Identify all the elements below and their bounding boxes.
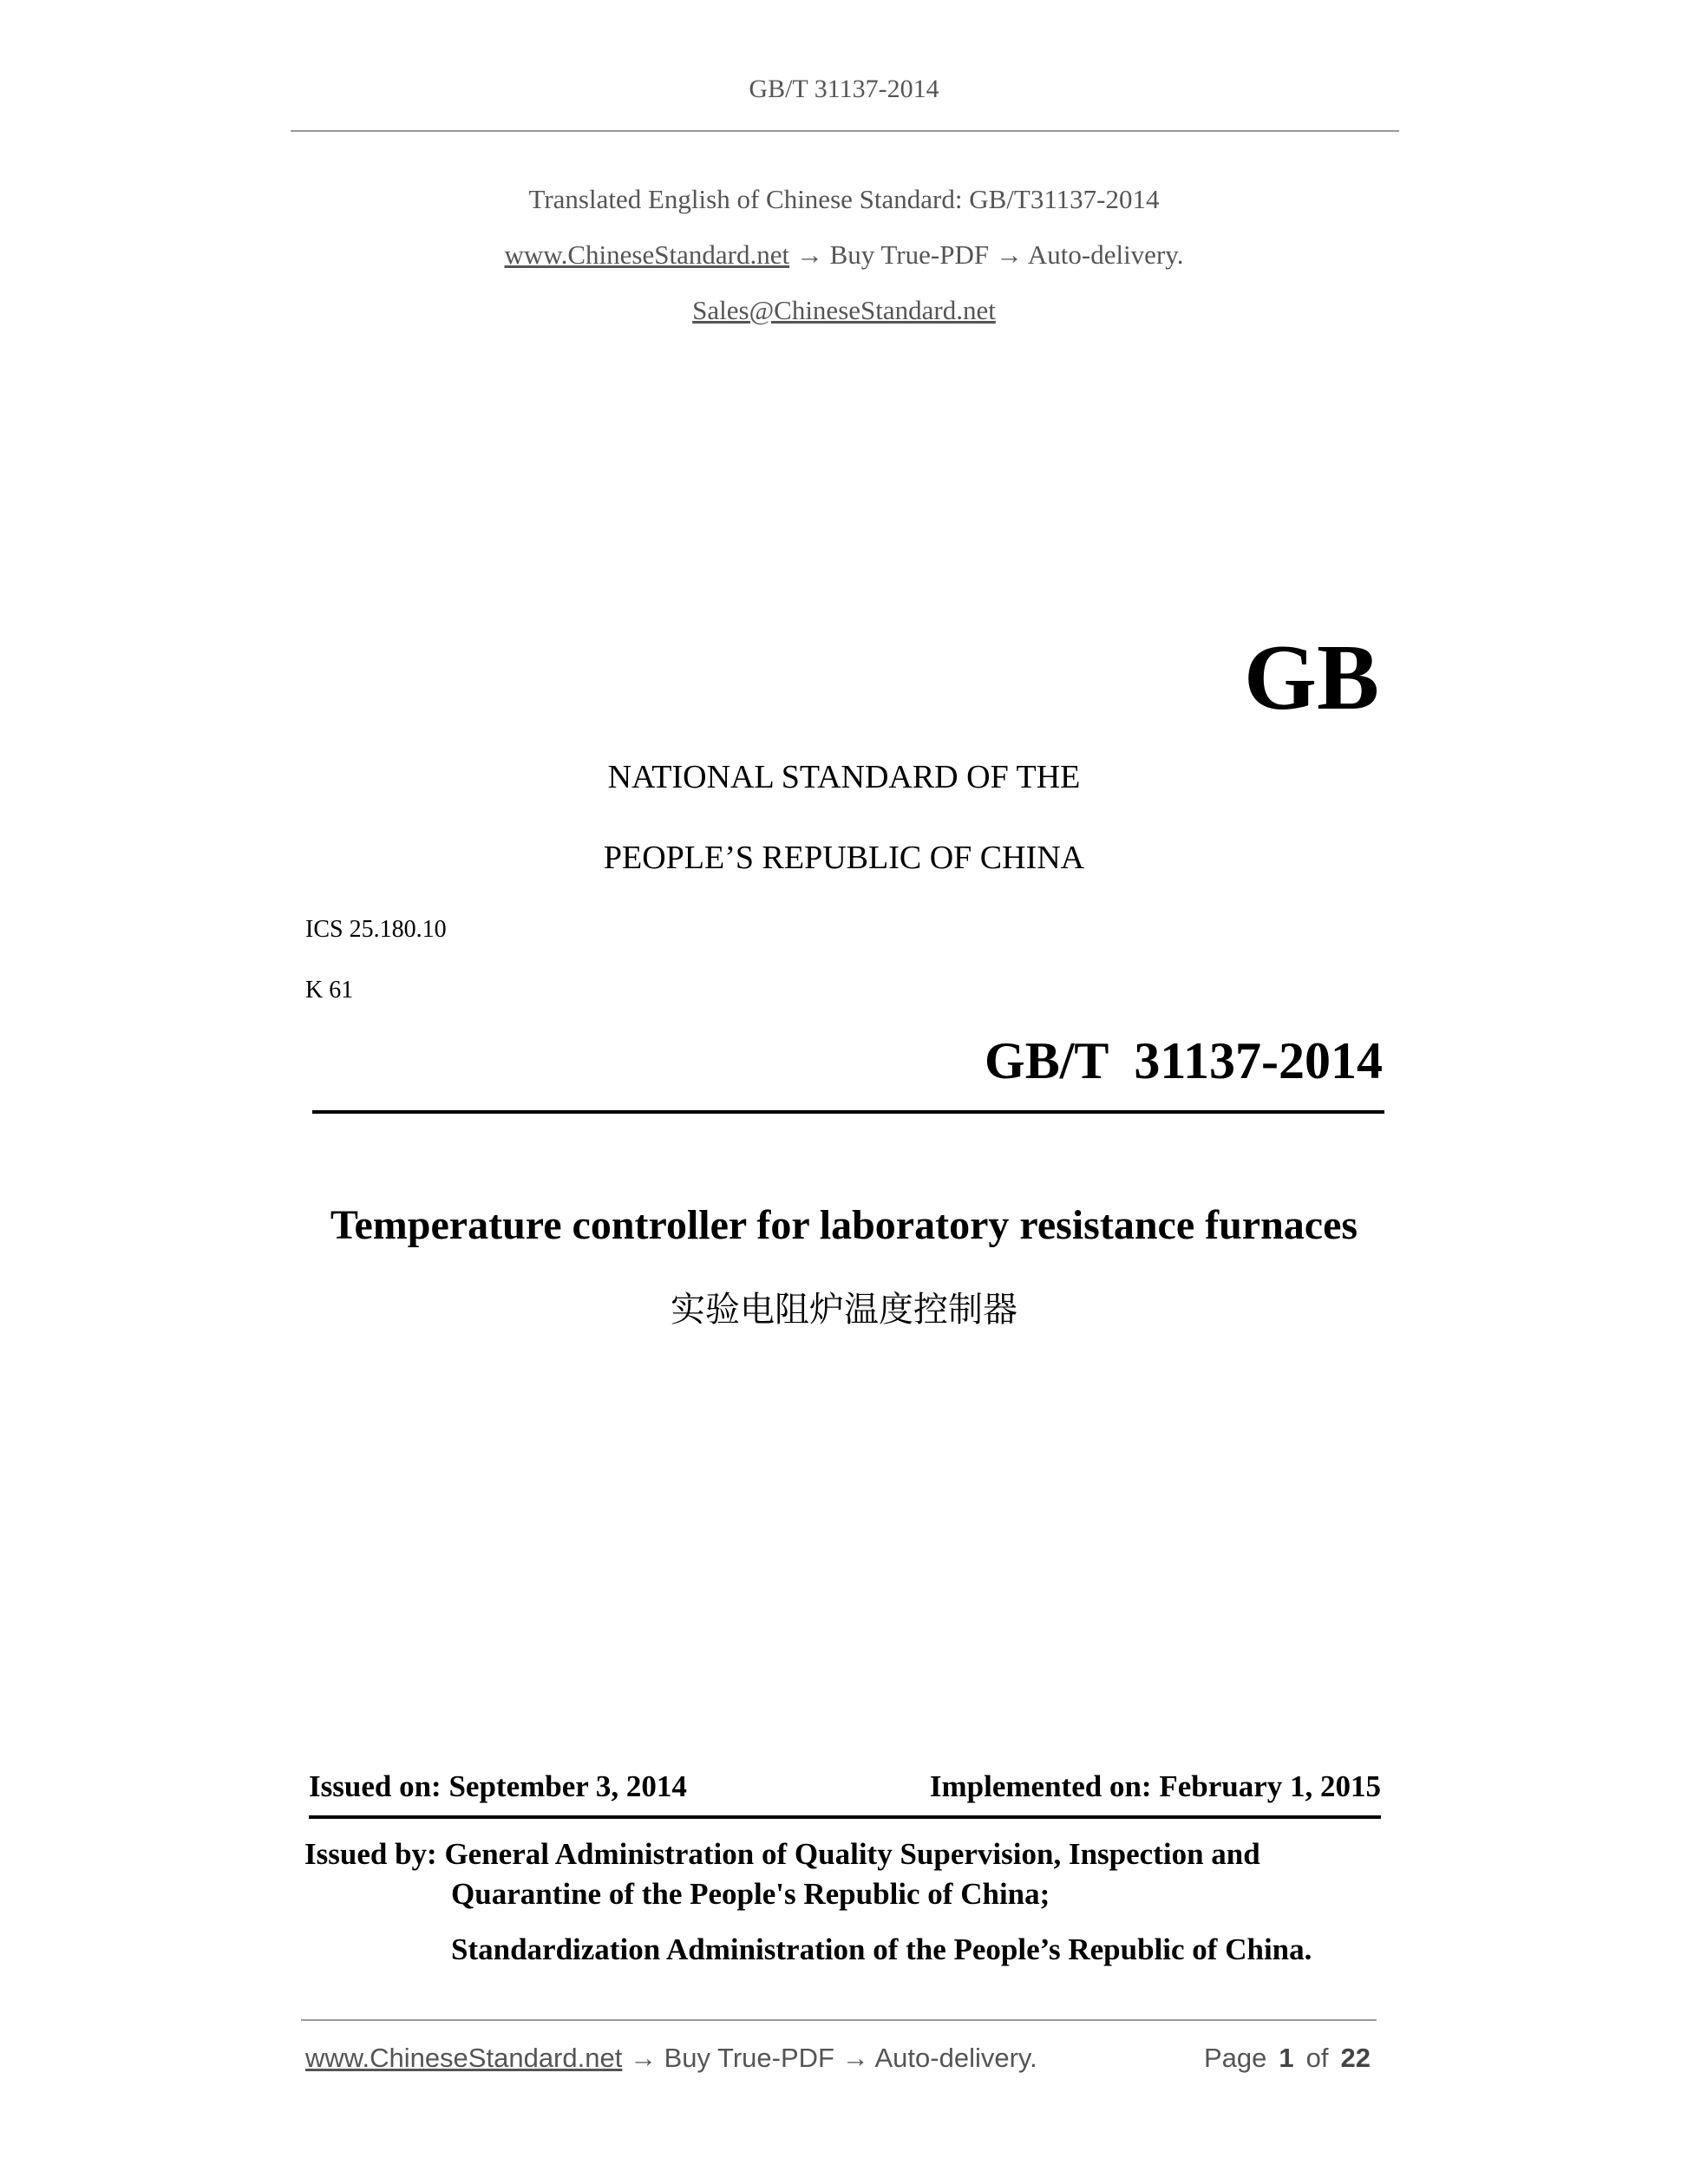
issued-on: Issued on: September 3, 2014	[309, 1769, 687, 1803]
footer-site-link[interactable]: www.ChineseStandard.net	[305, 2043, 623, 2073]
dates-divider	[309, 1815, 1381, 1819]
email-line	[0, 295, 1688, 326]
page-label: Page	[1204, 2043, 1267, 2073]
code-divider	[312, 1110, 1384, 1114]
translated-notice: Translated English of Chinese Standard: GB/T31137-2014	[528, 184, 1160, 214]
arrow-right-icon: →	[841, 2043, 869, 2073]
delivery-text: Auto-delivery.	[1027, 239, 1184, 270]
arrow-right-icon: →	[795, 239, 823, 270]
promo-line	[0, 239, 1688, 271]
arrow-right-icon: →	[629, 2043, 657, 2073]
title-chinese: 实验电阻炉温度控制器	[671, 1290, 1017, 1330]
dates-row	[309, 1769, 1381, 1804]
arrow-right-icon: →	[995, 239, 1023, 270]
page-indicator	[1204, 2043, 1371, 2074]
implemented-on: Implemented on: February 1, 2015	[929, 1769, 1381, 1803]
footer-promo	[305, 2043, 1037, 2074]
issued-by-line2: Quarantine of the People's Republic of China;	[451, 1877, 1050, 1911]
issued-by-line3: Standardization Administration of the People’s Republic of China.	[451, 1932, 1312, 1966]
ccs-code: K 61	[305, 977, 354, 1004]
standard-code: GB/T 31137-2014	[985, 1032, 1383, 1089]
buy-text: Buy True-PDF	[829, 239, 990, 270]
national-standard-line2: PEOPLE’S REPUBLIC OF CHINA	[603, 840, 1085, 876]
footer-delivery-text: Auto-delivery.	[874, 2043, 1037, 2073]
page-of: of	[1305, 2043, 1329, 2073]
national-standard-line1: NATIONAL STANDARD OF THE	[607, 759, 1081, 795]
title-english: Temperature controller for laboratory resistance furnaces	[330, 1202, 1358, 1248]
site-link[interactable]: www.ChineseStandard.net	[504, 239, 790, 270]
gb-logo: GB	[1243, 626, 1379, 729]
page-current: 1	[1279, 2043, 1294, 2073]
header-divider	[291, 130, 1399, 132]
footer-divider	[301, 2019, 1377, 2021]
email-link[interactable]: Sales@ChineseStandard.net	[692, 295, 996, 325]
page-total: 22	[1340, 2043, 1371, 2073]
running-header-title: GB/T 31137-2014	[749, 75, 939, 103]
footer-buy-text: Buy True-PDF	[664, 2043, 834, 2073]
ics-code: ICS 25.180.10	[305, 916, 447, 943]
issued-by-line1: Issued by: General Administration of Quality Supervision, Inspection and	[304, 1837, 1260, 1871]
